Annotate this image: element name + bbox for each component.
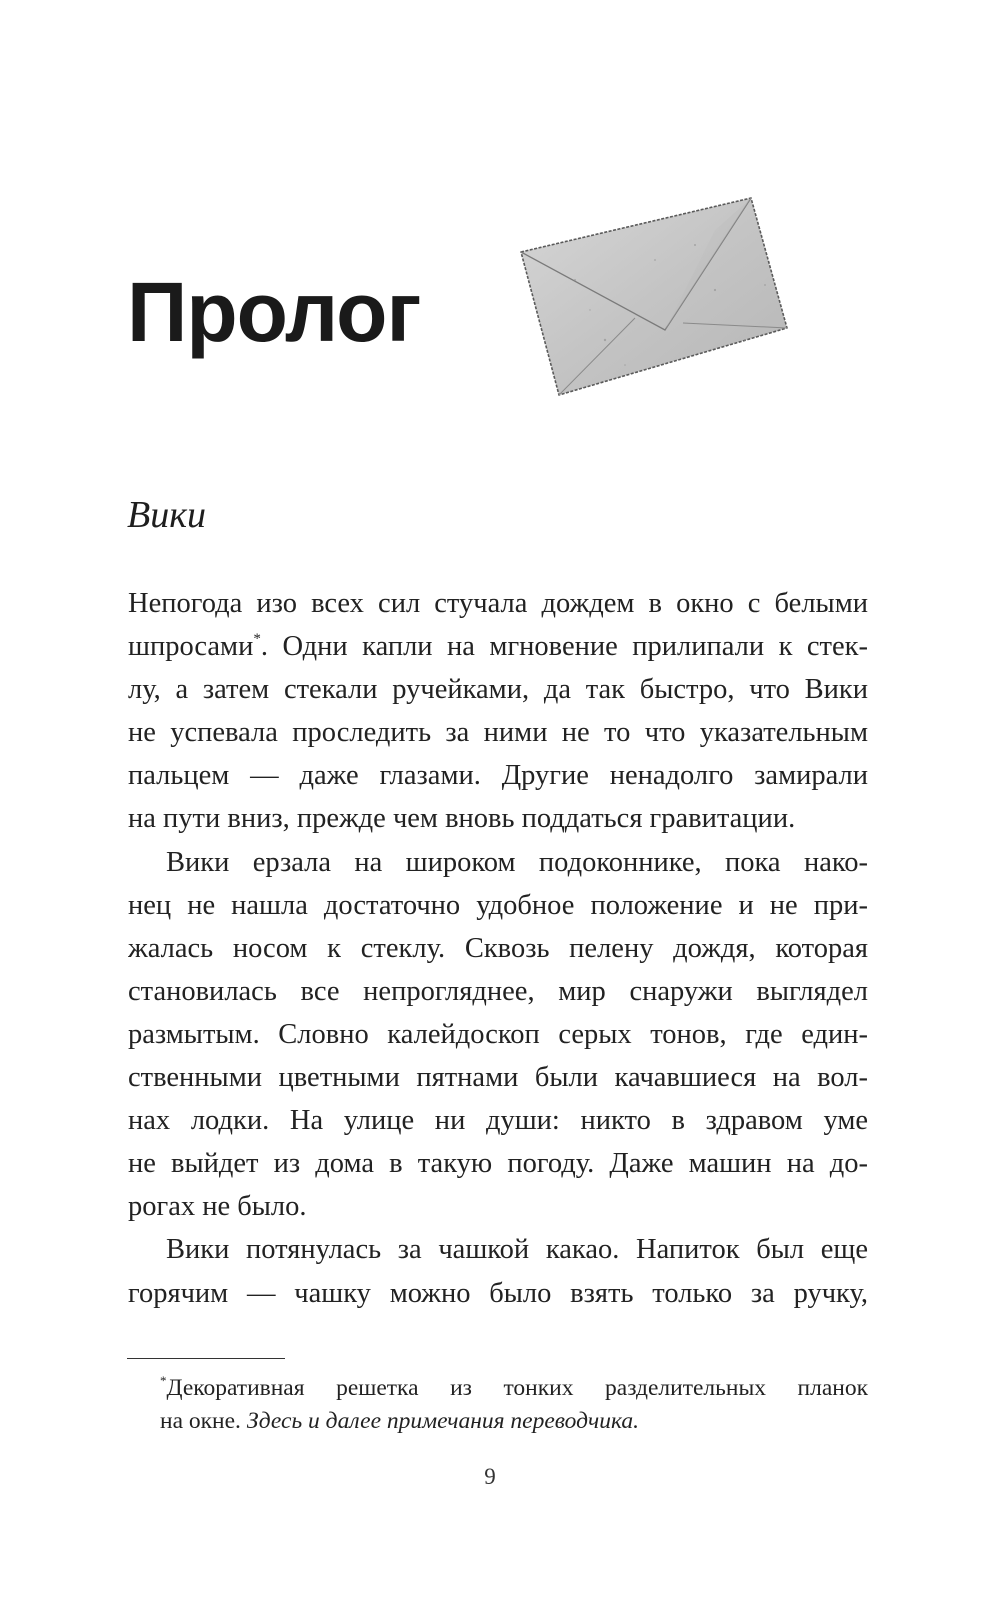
chapter-title: Пролог	[127, 265, 421, 359]
footnote-line	[160, 1372, 868, 1405]
body-line: жалась носом к стеклу. Сквозь пелену дождя, которая	[128, 932, 868, 964]
body-line: Вики ерзала на широком подоконнике, пока нако-	[166, 846, 868, 878]
footnote-mark: *	[160, 1373, 167, 1389]
footnote-divider	[127, 1358, 285, 1359]
body-line: горячим — чашку можно было взять только за ручку,	[128, 1277, 868, 1309]
body-line: нах лодки. На улице ни души: никто в здравом уме	[128, 1105, 868, 1137]
envelope-body	[521, 198, 787, 395]
body-line: становилась все непрогляднее, мир снаружи выглядел	[128, 975, 868, 1007]
footnote-line	[160, 1405, 868, 1438]
body-line: пальцем — даже глазами. Другие ненадолго замирали	[128, 760, 868, 792]
body-line: рогах не было.	[128, 1191, 307, 1223]
footnote-text: на окне.	[160, 1408, 247, 1434]
section-heading: Вики	[127, 494, 206, 536]
page-number: 9	[484, 1464, 496, 1489]
envelope-illustration	[515, 190, 805, 410]
body-line: Вики потянулась за чашкой какао. Напиток был еще	[166, 1234, 868, 1266]
translator-note: Здесь и далее примечания переводчика.	[246, 1408, 639, 1434]
footnote	[160, 1372, 868, 1438]
body-line: размытым. Словно калейдоскоп серых тонов, где един-	[128, 1018, 868, 1050]
body-text-run: шпросами	[128, 631, 254, 663]
body-line: не успевала проследить за ними не то что указательным	[128, 717, 868, 749]
chapter-body	[128, 582, 868, 1315]
body-line: лу, а затем стекали ручейками, да так быстро, что Вики	[128, 674, 868, 706]
body-line: на пути вниз, прежде чем вновь поддаться гравитации.	[128, 803, 796, 835]
body-text-run: . Одни капли на мгновение прилипали к стек-	[260, 631, 868, 663]
body-line: нец не нашла достаточно удобное положение и не при-	[128, 889, 868, 921]
body-line: Непогода изо всех сил стучала дождем в окно с белыми	[128, 588, 868, 619]
body-line: не выйдет из дома в такую погоду. Даже машин на до-	[128, 1148, 868, 1180]
body-line: ственными цветными пятнами были качавшиеся на вол-	[128, 1062, 868, 1094]
body-line	[128, 625, 868, 668]
footnote-text: Декоративная решетка из тонких разделительных планок	[166, 1375, 868, 1401]
footnote-reference[interactable]: *	[253, 630, 261, 647]
